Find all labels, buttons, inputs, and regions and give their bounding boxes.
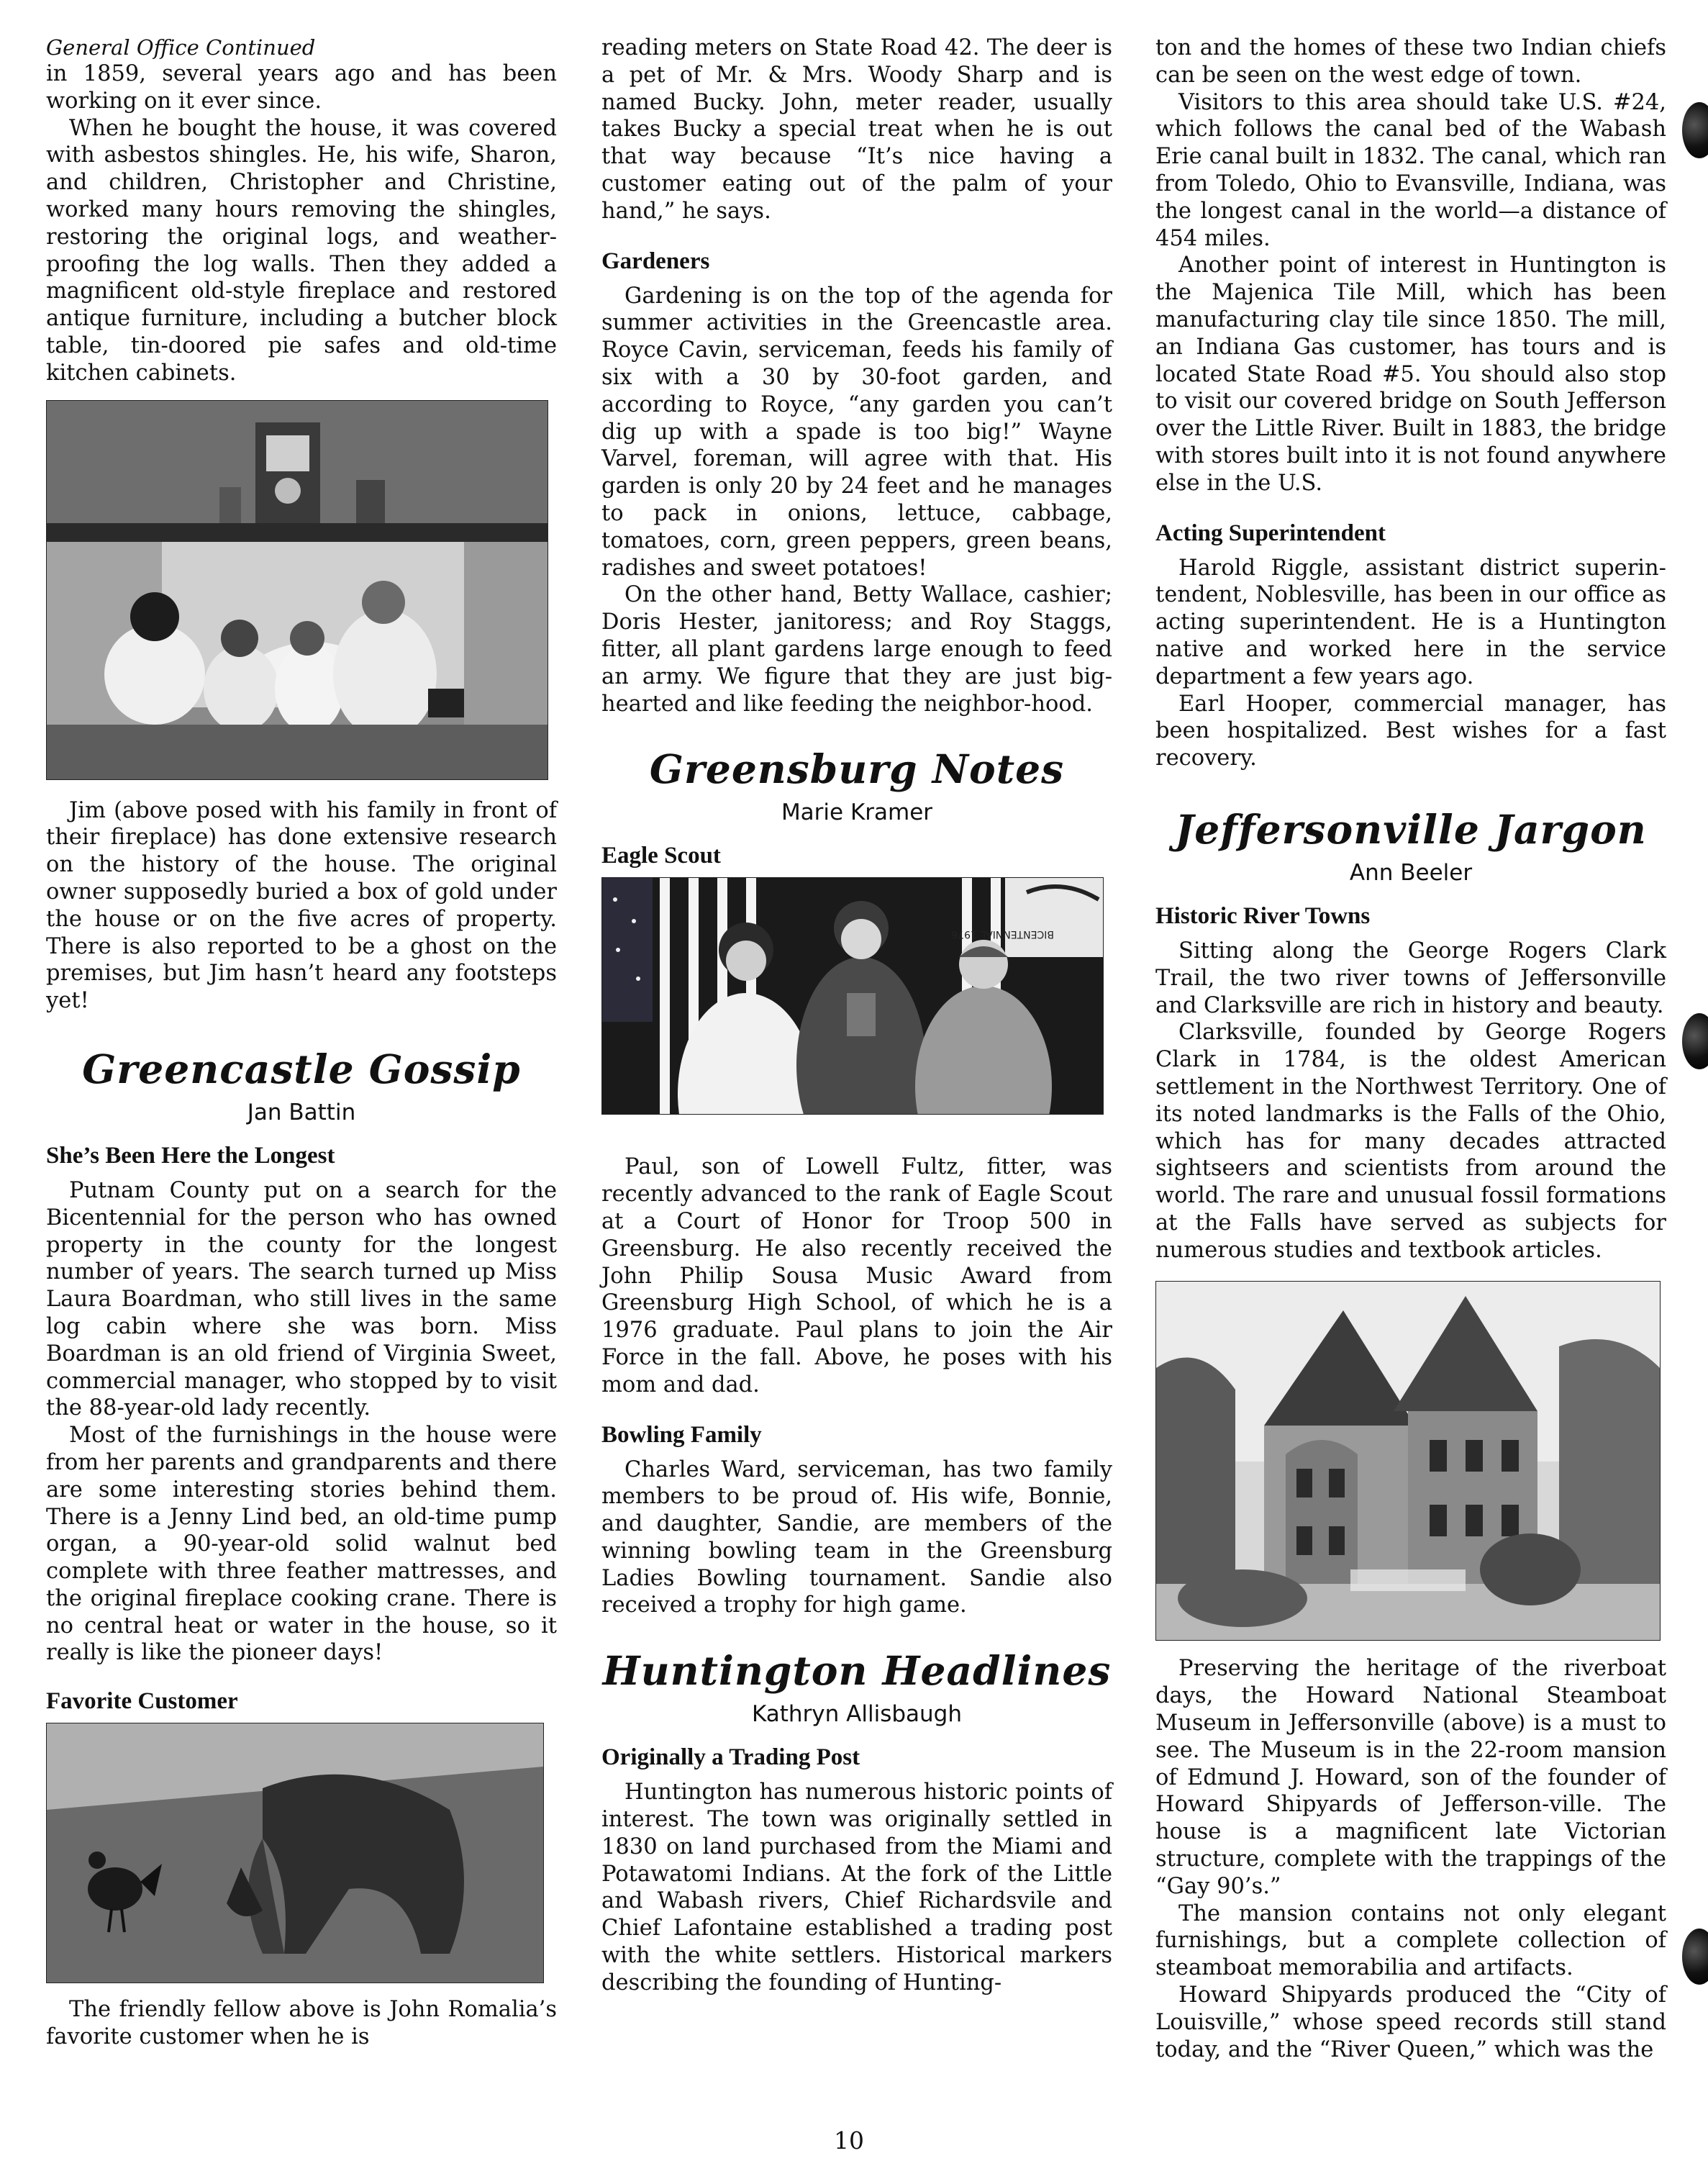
section-title-huntington: Huntington Headlines: [602, 1647, 1112, 1695]
family-fireplace-photo: [46, 400, 548, 780]
column-3: [1155, 35, 1666, 2063]
section-title-greencastle: Greencastle Gossip: [82, 1045, 521, 1092]
eagle-scout-photo: [601, 877, 1104, 1115]
subhead: Favorite Customer: [46, 1688, 238, 1715]
deer-chicken-photo: [46, 1723, 544, 1983]
paragraph: Clarksville, founded by George Rogers Clark in 1784, is the oldest American settlement in the Northwest Territory. One of its noted landmarks is the Falls of the Ohio, which has for many decades attracted sightseers and scientists from around the world. The rare and unusual fossil formations at the Falls have served as subjects for numerous studies and textbook articles.: [1155, 1020, 1666, 1263]
paragraph: The friendly fellow above is John Romalia’s favorite customer when he is: [46, 1997, 557, 2050]
paragraph: Another point of interest in Huntington is the Majenica Tile Mill, which has been manufacturing clay tile since 1850. The mill, an Indiana Gas customer, has tours and is located State Road #5. You should also stop to visit our covered bridge on South Jefferson over the Little River. Built in 1883, the bridge with stores built into it is not found anywhere else in the U.S.: [1155, 253, 1666, 496]
section-title-greensburg: Greensburg Notes: [649, 746, 1065, 793]
paragraph: reading meters on State Road 42. The deer is a pet of Mr. & Mrs. Woody Sharp and is named Bucky. John, meter reader, usually takes Bucky a special treat when he is out that way because “It’s nice having a customer eating out of the palm of your hand,” he says.: [601, 35, 1112, 224]
paragraph: Jim (above posed with his family in front of their fireplace) has done extensive research on the history of the house. The original owner supposedly buried a box of gold under the house or on the five acres of property. There is also reported to be a ghost on the premises, but Jim hasn’t heard any footsteps yet!: [46, 797, 557, 1014]
paragraph: Earl Hooper, commercial manager, has been hospitalized. Best wishes for a fast recovery.: [1155, 691, 1666, 771]
subhead: Eagle Scout: [601, 843, 721, 869]
paragraph: in 1859, several years ago and has been working on it ever since.: [46, 61, 557, 114]
subhead: Historic River Towns: [1155, 902, 1371, 929]
paragraph: Charles Ward, serviceman, has two family members to be proud of. His wife, Bonnie, and daughter, Sandie, are members of the winning bowling team in the Greensburg Ladies Bowling tournament. Sandie also received a trophy for high game.: [601, 1456, 1112, 1618]
paragraph: Howard Shipyards produced the “City of Louisville,” whose speed records still stand today, and the “River Queen,” which was the: [1155, 1983, 1666, 2062]
section-title-jeffersonville: Jeffersonville Jargon: [1175, 805, 1647, 853]
binder-hole: [1682, 102, 1708, 158]
subhead: Bowling Family: [601, 1421, 762, 1448]
paragraph: The mansion contains not only elegant furnishings, but a complete collection of steamboat memorabilia and artifacts.: [1155, 1900, 1666, 1981]
byline: Kathryn Allisbaugh: [751, 1701, 963, 1728]
byline: Ann Beeler: [1349, 859, 1473, 886]
paragraph: Huntington has numerous historic points of interest. The town was originally settled in 1830 on land purchased from the Miami and Potawatomi Indians. At the fork of the Little and Wabash rivers, Chief Richardsvile and Chief Lafontaine established a trading post with the white settlers. Historical markers describing the founding of Hunting-: [601, 1780, 1112, 1995]
howard-mansion-photo: [1155, 1281, 1661, 1641]
paragraph: Sitting along the George Rogers Clark Trail, the two river towns of Jeffersonville and Clarksville are rich in history and beauty.: [1155, 938, 1666, 1018]
column-1: [46, 35, 557, 2051]
paragraph: When he bought the house, it was covered with asbestos shingles. He, his wife, Sharon, and children, Christopher and Christine, worked many hours removing the shingles, restoring the original logs, and weather-proofing the log walls. Then they added a magnificent old-style fireplace and restored antique furniture, including a butcher block table, tin-doored pie safes and old-time kitchen cabinets.: [46, 115, 557, 386]
banner-text: BICENTENNIAL 1976: [951, 928, 1054, 941]
paragraph: Most of the furnishings in the house were from her parents and grandparents and there are some interesting stories behind them. There is a Jenny Lind bed, an old-time pump organ, a 90-year-old solid walnut bed complete with three feather mattresses, and the original fireplace cooking crane. There is no central heat or water in the house, so it really is like the pioneer days!: [46, 1423, 557, 1666]
continued-kicker: General Office Continued: [46, 35, 316, 60]
page-number: 10: [834, 2126, 864, 2154]
subhead: Originally a Trading Post: [601, 1744, 860, 1771]
column-2: [601, 35, 1112, 1997]
byline: Marie Kramer: [781, 799, 933, 826]
paragraph: On the other hand, Betty Wallace, cashier; Doris Hester, janitoress; and Roy Staggs, fitter, all plant gardens large enough to feed an army. We figure that they are just big-hearted and like feeding the neighbor-hood.: [601, 582, 1112, 717]
subhead: She’s Been Here the Longest: [46, 1142, 335, 1169]
paragraph: Paul, son of Lowell Fultz, fitter, was recently advanced to the rank of Eagle Scout at a Court of Honor for Troop 500 in Greensburg. He also recently received the John Philip Sousa Music Award from Greensburg High School, of which he is a 1976 graduate. Paul plans to join the Air Force in the fall. Above, he poses with his mom and dad.: [601, 1154, 1112, 1397]
paragraph: ton and the homes of these two Indian chiefs can be seen on the west edge of town.: [1155, 35, 1666, 88]
paragraph: Visitors to this area should take U.S. #24, which follows the canal bed of the Wabash Erie canal built in 1832. The canal, which ran from Toledo, Ohio to Evansville, Indiana, was the longest canal in the world—a distance of 454 miles.: [1155, 89, 1666, 251]
subhead: Acting Superintendent: [1155, 520, 1386, 546]
paragraph: Harold Riggle, assistant district superin-tendent, Noblesville, has been in our office as acting superintendent. He is a Huntington native and worked here in the service department a few years ago.: [1155, 555, 1666, 689]
binder-hole: [1682, 1013, 1708, 1069]
paragraph: Preserving the heritage of the riverboat days, the Howard National Steamboat Museum in Jeffersonville (above) is a must to see. The Museum is in the 22-room mansion of Edmund J. Howard, son of the founder of Howard Shipyards of Jefferson-ville. The house is a magnificent late Victorian structure, complete with the trappings of the “Gay 90’s.”: [1155, 1656, 1666, 1899]
binder-hole: [1682, 1929, 1708, 1985]
paragraph: Putnam County put on a search for the Bicentennial for the person who has owned property in the county for the longest number of years. The search turned up Miss Laura Boardman, who still lives in the same log cabin where she was born. Miss Boardman is an old friend of Virginia Sweet, commercial manager, who stopped by to visit the 88-year-old lady recently.: [46, 1177, 557, 1421]
byline: Jan Battin: [247, 1099, 356, 1125]
subhead: Gardeners: [601, 248, 710, 274]
paragraph: Gardening is on the top of the agenda for summer activities in the Greencastle area. Royce Cavin, serviceman, feeds his family of six with a 30 by 30-foot garden, and according to Royce, “any garden you can’t dig up with a spade is too big!” Wayne Varvel, foreman, will agree with that. His garden is only 20 by 24 feet and he manages to pack in onions, lettuce, cabbage, tomatoes, corn, green peppers, green beans, radishes and sweet potatoes!: [601, 283, 1112, 581]
